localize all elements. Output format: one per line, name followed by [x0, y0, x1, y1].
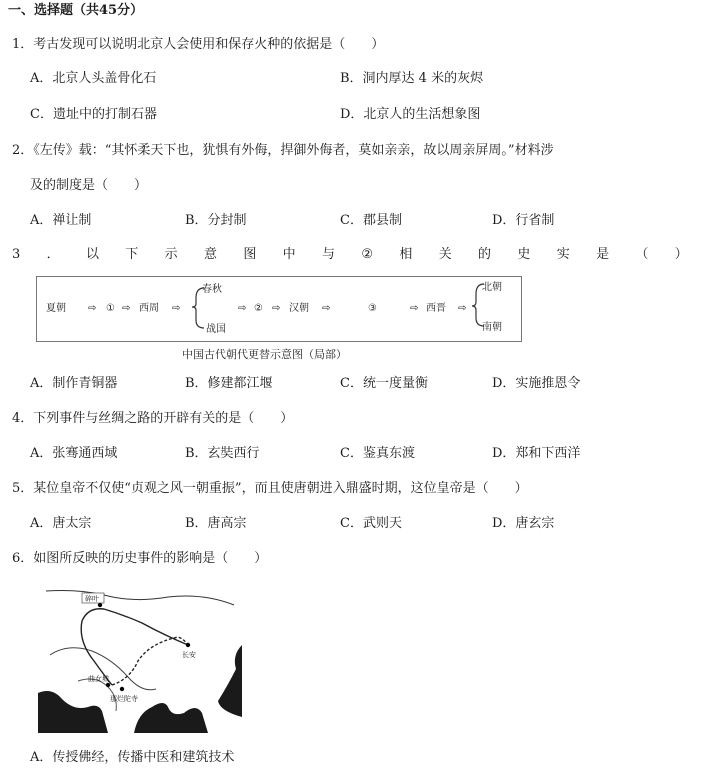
city-marker-north [98, 603, 102, 607]
q3-char: 中 [282, 247, 296, 262]
map-label-city-east: 长安 [182, 651, 196, 659]
q3-char: 史 [517, 247, 531, 262]
q3-char: 3 [12, 247, 21, 262]
question-1-option-a[interactable]: A．北京人头盖骨化石 [30, 71, 157, 86]
map-label-city-south: 那烂陀寺 [110, 695, 138, 703]
label-one: ① [106, 303, 115, 314]
label-han: 汉朝 [289, 303, 309, 314]
q3-char: ． [46, 247, 60, 262]
label-nanchao: 南朝 [482, 322, 502, 333]
city-marker-south [120, 687, 124, 691]
q3-char: （ [635, 247, 649, 262]
q3-char: 意 [203, 247, 217, 262]
section-title: 一、选择题（共45分） [8, 3, 144, 18]
q3-char: ② [361, 247, 374, 262]
question-3-option-c[interactable]: C．统一度量衡 [340, 376, 428, 391]
city-marker-east [186, 643, 190, 647]
xuanzang-route-map [38, 585, 242, 733]
label-xizhou: 西周 [139, 303, 159, 314]
dynasty-timeline-figure [36, 276, 522, 342]
q3-char: 的 [478, 247, 492, 262]
question-6-option-a[interactable]: A．传授佛经，传播中医和建筑技术 [30, 750, 235, 765]
arrow-3: ⇨ [172, 303, 181, 314]
question-1-stem: 1．考古发现可以说明北京人会使用和保存火种的依据是（ ） [12, 37, 385, 52]
question-5-option-b[interactable]: B．唐高宗 [185, 516, 247, 531]
q3-char: 以 [85, 247, 99, 262]
q3-char: 相 [399, 247, 413, 262]
question-3-option-d[interactable]: D．实施推恩令 [492, 376, 581, 391]
question-3-option-b[interactable]: B．修建都江堰 [185, 376, 273, 391]
question-5-option-a[interactable]: A．唐太宗 [30, 516, 92, 531]
question-4-option-d[interactable]: D．郑和下西洋 [492, 446, 581, 461]
q3-char: 与 [322, 247, 336, 262]
question-3-option-a[interactable]: A．制作青铜器 [30, 376, 118, 391]
label-beichao: 北朝 [482, 282, 502, 293]
q3-char: 图 [243, 247, 257, 262]
map-label-city-west: 曲女城 [88, 675, 109, 683]
question-5-stem: 5．某位皇帝不仅使“贞观之风一朝重振”，而且使唐朝进入鼎盛时期，这位皇帝是（ ） [12, 481, 528, 496]
question-2-stem-line1: 2．《左传》载：“其怀柔天下也，犹惧有外侮，捍御外侮者，莫如亲亲，故以周亲屏周。”材料涉 [12, 143, 554, 158]
question-3-stem [12, 247, 688, 263]
label-zhanguo: 战国 [206, 324, 226, 335]
question-4-option-b[interactable]: B．玄奘西行 [185, 446, 260, 461]
label-chunqiu: 春秋 [202, 284, 222, 295]
question-2-option-b[interactable]: B．分封制 [185, 213, 247, 228]
question-2-stem-line2: 及的制度是（ ） [30, 178, 148, 193]
q3-char: 关 [438, 247, 452, 262]
arrow-5: ⇨ [272, 303, 281, 314]
arrow-7: ⇨ [410, 303, 419, 314]
label-two: ② [254, 303, 263, 314]
question-4-option-a[interactable]: A．张骞通西域 [30, 446, 118, 461]
question-2-option-d[interactable]: D．行省制 [492, 213, 555, 228]
map-label-city-north: 碎叶 [85, 595, 99, 603]
question-5-option-d[interactable]: D．唐玄宗 [492, 516, 555, 531]
q3-char: 示 [164, 247, 178, 262]
q3-char: 是 [596, 247, 610, 262]
q3-char: 下 [125, 247, 139, 262]
question-1-option-b[interactable]: B．洞内厚达 4 米的灰烬 [340, 71, 484, 86]
question-4-option-c[interactable]: C．鉴真东渡 [340, 446, 415, 461]
arrow-1: ⇨ [88, 303, 97, 314]
arrow-4: ⇨ [238, 303, 247, 314]
q3-char: 实 [556, 247, 570, 262]
q3-char: ） [674, 247, 688, 262]
arrow-6: ⇨ [322, 303, 331, 314]
city-marker-west [106, 683, 110, 687]
question-5-option-c[interactable]: C．武则天 [340, 516, 402, 531]
question-1-option-d[interactable]: D．北京人的生活想象图 [340, 107, 481, 122]
question-4-stem: 4．下列事件与丝绸之路的开辟有关的是（ ） [12, 411, 294, 426]
question-1-option-c[interactable]: C．遗址中的打制石器 [30, 107, 157, 122]
label-three: ③ [368, 303, 377, 314]
question-2-option-a[interactable]: A．禅让制 [30, 213, 92, 228]
arrow-8: ⇨ [458, 303, 467, 314]
timeline-caption: 中国古代朝代更替示意图（局部） [182, 348, 347, 361]
label-xijin: 西晋 [426, 303, 446, 314]
arrow-2: ⇨ [122, 303, 131, 314]
question-6-stem: 6．如图所反映的历史事件的影响是（ ） [12, 551, 268, 566]
label-xia: 夏朝 [46, 303, 66, 314]
question-2-option-c[interactable]: C．郡县制 [340, 213, 402, 228]
